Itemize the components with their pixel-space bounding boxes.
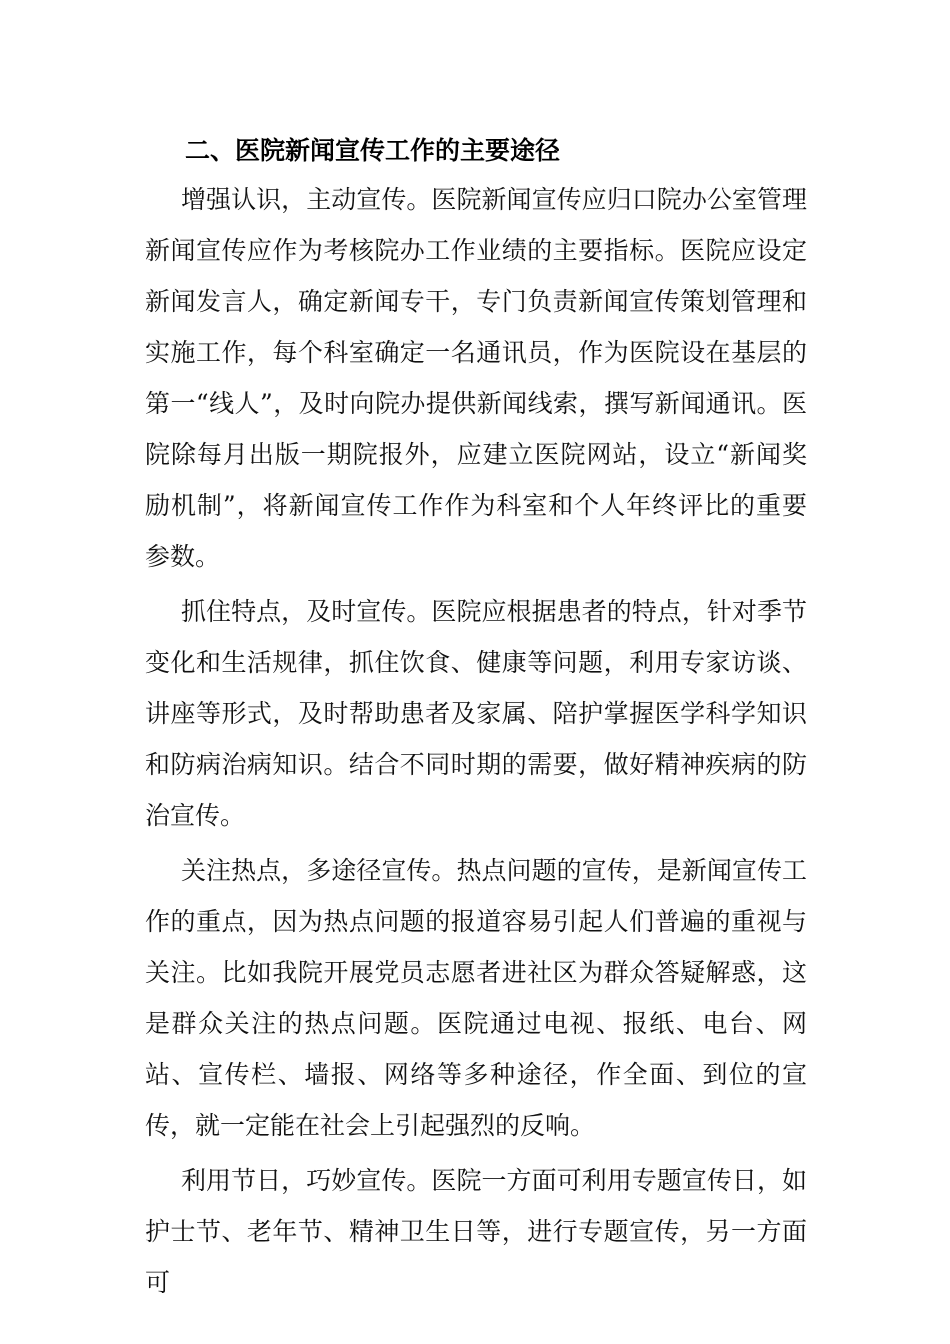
section-heading: 二、医院新闻宣传工作的主要途径 (185, 136, 561, 165)
paragraph-awareness: 增强认识，主动宣传。医院新闻宣传应归口院办公室管理新闻宣传应作为考核院办工作业绩的主要指标。医院应设定新闻发言人，确定新闻专干，专门负责新闻宣传策划管理和实施工作，每个科室确定一名通讯员，作为医院设在基层的第一“线人”，及时向院办提供新闻线索，撰写新闻通讯。医院除每月出版一期院报外，应建立医院网站，设立“新闻奖励机制”，将新闻宣传工作作为科室和个人年终评比的重要参数。 (145, 185, 807, 571)
paragraph-hotspots: 关注热点，多途径宣传。热点问题的宣传，是新闻宣传工作的重点，因为热点问题的报道容易引起人们普遍的重视与关注。比如我院开展党员志愿者进社区为群众答疑解惑，这是群众关注的热点问题。医院通过电视、报纸、电台、网站、宣传栏、墙报、网络等多种途径，作全面、到位的宣传，就一定能在社会上引起强烈的反响。 (145, 856, 807, 1140)
paragraph-features: 抓住特点，及时宣传。医院应根据患者的特点，针对季节变化和生活规律，抓住饮食、健康等问题，利用专家访谈、讲座等形式，及时帮助患者及家属、陪护掌握医学科学知识和防病治病知识。结合不同时期的需要，做好精神疾病的防治宣传。 (145, 597, 807, 830)
document-body (145, 128, 807, 1308)
paragraph-holidays: 利用节日，巧妙宣传。医院一方面可利用专题宣传日，如护士节、老年节、精神卫生日等，进行专题宣传，另一方面可 (145, 1166, 807, 1297)
